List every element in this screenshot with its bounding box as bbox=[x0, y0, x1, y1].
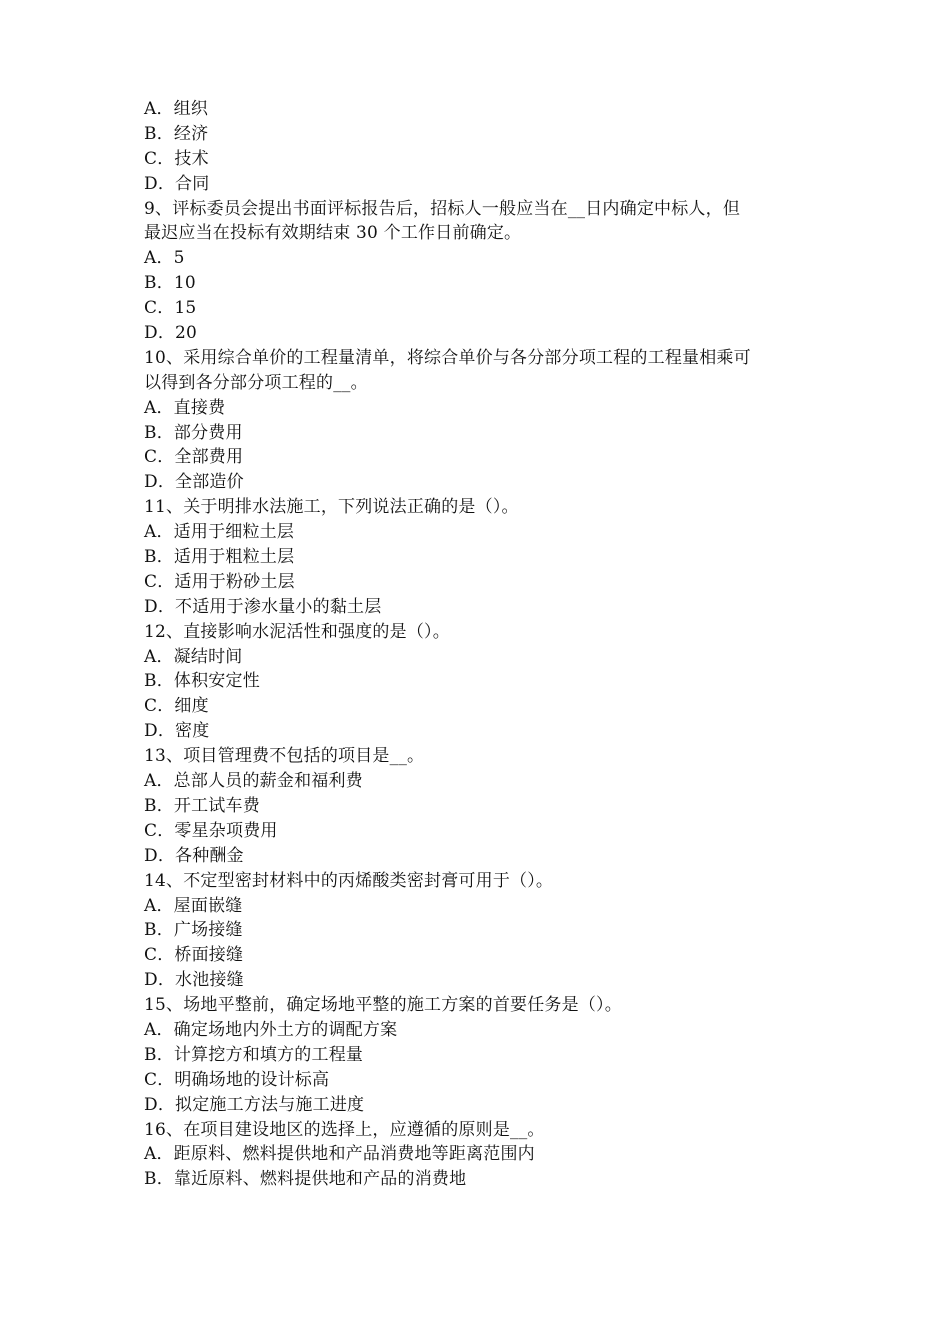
option-line: A．组织 bbox=[144, 99, 209, 119]
option-line: A．确定场地内外土方的调配方案 bbox=[144, 1019, 398, 1040]
option-line: B．开工试车费 bbox=[144, 795, 260, 816]
question-13: 13、项目管理费不包括的项目是__。 bbox=[144, 746, 425, 767]
option-line: A．屋面嵌缝 bbox=[144, 895, 243, 916]
option-line: C．零星杂项费用 bbox=[144, 820, 278, 841]
option-line: A．距原料、燃料提供地和产品消费地等距离范围内 bbox=[144, 1144, 535, 1165]
option-line: B．适用于粗粒土层 bbox=[144, 547, 295, 568]
option-line: B．广场接缝 bbox=[144, 920, 243, 941]
question-9-line-2: 最迟应当在投标有效期结束 30 个工作日前确定。 bbox=[144, 223, 522, 244]
option-line: D．20 bbox=[144, 323, 198, 344]
option-line: C．全部费用 bbox=[144, 447, 244, 468]
option-line: D．密度 bbox=[144, 721, 210, 742]
question-10-line-2: 以得到各分部分项工程的__。 bbox=[144, 372, 368, 393]
option-line: C．桥面接缝 bbox=[144, 945, 244, 966]
option-line: C．细度 bbox=[144, 696, 209, 717]
option-line: B．靠近原料、燃料提供地和产品的消费地 bbox=[144, 1169, 467, 1190]
option-line: A．适用于细粒土层 bbox=[144, 522, 295, 543]
option-line: D．合同 bbox=[144, 173, 210, 194]
option-line: D．拟定施工方法与施工进度 bbox=[144, 1094, 365, 1115]
option-line: B．计算挖方和填方的工程量 bbox=[144, 1044, 364, 1065]
option-line: A．5 bbox=[144, 248, 185, 269]
option-line: B．部分费用 bbox=[144, 422, 243, 443]
option-line: A．凝结时间 bbox=[144, 646, 243, 667]
option-line: D．不适用于渗水量小的黏土层 bbox=[144, 596, 382, 617]
question-9-line-1: 9、评标委员会提出书面评标报告后，招标人一般应当在__日内确定中标人，但 bbox=[144, 198, 741, 219]
option-line: C．适用于粉砂土层 bbox=[144, 571, 295, 592]
option-line: C．15 bbox=[144, 298, 197, 319]
question-12: 12、直接影响水泥活性和强度的是（）。 bbox=[144, 621, 450, 642]
option-line: B．10 bbox=[144, 273, 196, 294]
question-14: 14、不定型密封材料中的丙烯酸类密封膏可用于（）。 bbox=[144, 870, 554, 891]
question-10-line-1: 10、采用综合单价的工程量清单，将综合单价与各分部分项工程的工程量相乘可 bbox=[144, 347, 751, 368]
option-line: C．明确场地的设计标高 bbox=[144, 1069, 330, 1090]
option-line: B．经济 bbox=[144, 123, 209, 144]
option-line: B．体积安定性 bbox=[144, 671, 260, 692]
option-line: D．各种酬金 bbox=[144, 845, 244, 866]
option-line: D．水池接缝 bbox=[144, 970, 244, 991]
question-15: 15、场地平整前，确定场地平整的施工方案的首要任务是（）。 bbox=[144, 995, 622, 1016]
option-line: D．全部造价 bbox=[144, 472, 244, 493]
question-16: 16、在项目建设地区的选择上，应遵循的原则是__。 bbox=[144, 1119, 545, 1140]
option-line: C．技术 bbox=[144, 148, 209, 169]
option-line: A．直接费 bbox=[144, 397, 226, 418]
question-11: 11、关于明排水法施工，下列说法正确的是（）。 bbox=[144, 497, 519, 518]
option-line: A．总部人员的薪金和福利费 bbox=[144, 771, 363, 792]
document-body bbox=[144, 97, 814, 1192]
